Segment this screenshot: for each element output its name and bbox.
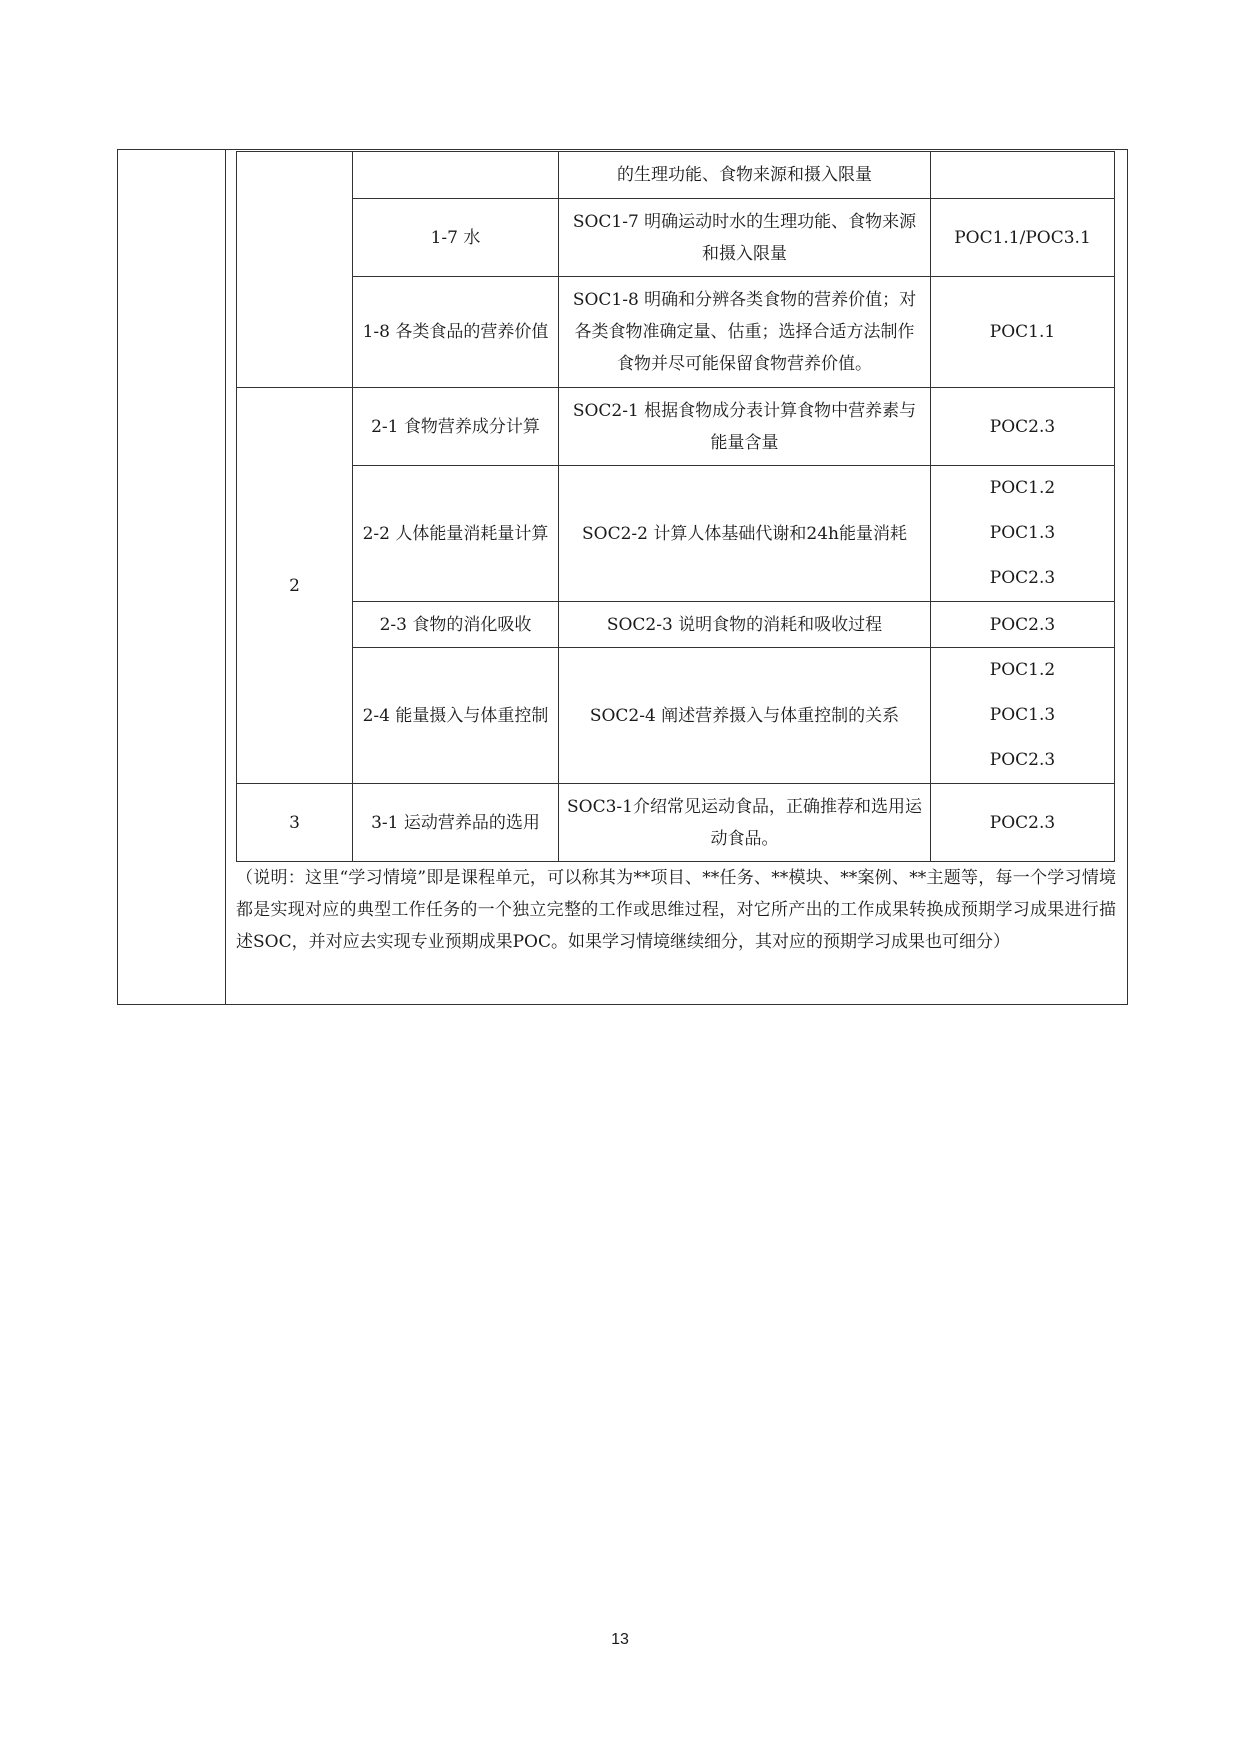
task-cell: 2-2 人体能量消耗量计算 [353,466,559,602]
task-cell: 1-7 水 [353,199,559,277]
poc-code: POC1.3 [989,705,1056,725]
task-cell [353,152,559,199]
poc-cell [931,648,1115,784]
soc-cell: SOC2-1 根据食物成分表计算食物中营养素与能量含量 [559,388,931,466]
soc-cell: SOC2-2 计算人体基础代谢和24h能量消耗 [559,466,931,602]
poc-cell: POC1.1 [931,277,1115,388]
poc-code: POC2.3 [989,750,1056,770]
table-note: （说明：这里“学习情境”即是课程单元，可以称其为**项目、**任务、**模块、**案例、**主题等，每一个学习情境都是实现对应的典型工作任务的一个独立完整的工作或思维过程，对它所产出的工作成果转换成预期学习成果进行描述SOC，并对应去实现专业预期成果POC。如果学习情境继续细分，其对应的预期学习成果也可细分） [236,868,1116,952]
table-row [237,152,1115,199]
task-cell: 2-4 能量摄入与体重控制 [353,648,559,784]
soc-cell: SOC3-1介绍常见运动食品，正确推荐和选用运动食品。 [559,784,931,862]
soc-cell: SOC1-8 明确和分辨各类食物的营养价值；对各类食物准确定量、估重；选择合适方法制作食物并尽可能保留食物营养价值。 [559,277,931,388]
poc-cell: POC2.3 [931,784,1115,862]
soc-cell: 的生理功能、食物来源和摄入限量 [559,152,931,199]
scenario-cell: 3 [237,784,353,862]
poc-cell: POC1.1/POC3.1 [931,199,1115,277]
task-cell: 1-8 各类食品的营养价值 [353,277,559,388]
scenario-cell [237,152,353,388]
soc-cell: SOC1-7 明确运动时水的生理功能、食物来源和摄入限量 [559,199,931,277]
table-row [237,199,1115,277]
learning-outcomes-table [236,151,1115,862]
soc-cell: SOC2-3 说明食物的消耗和吸收过程 [559,602,931,648]
poc-cell [931,152,1115,199]
task-cell: 2-3 食物的消化吸收 [353,602,559,648]
scenario-cell: 2 [237,388,353,784]
table-row [237,466,1115,602]
table-row [237,388,1115,466]
task-cell: 2-1 食物营养成分计算 [353,388,559,466]
poc-cell: POC2.3 [931,602,1115,648]
page-number: 13 [611,1631,629,1648]
poc-code: POC1.2 [989,478,1056,498]
poc-cell [931,466,1115,602]
task-cell: 3-1 运动营养品的选用 [353,784,559,862]
table-row [237,277,1115,388]
table-row [237,648,1115,784]
poc-cell: POC2.3 [931,388,1115,466]
poc-code: POC2.3 [989,568,1056,588]
poc-code: POC1.3 [989,523,1056,543]
outer-column-divider [225,150,226,1004]
poc-code: POC1.2 [989,660,1056,680]
table-row [237,784,1115,862]
soc-cell: SOC2-4 阐述营养摄入与体重控制的关系 [559,648,931,784]
table-row [237,602,1115,648]
